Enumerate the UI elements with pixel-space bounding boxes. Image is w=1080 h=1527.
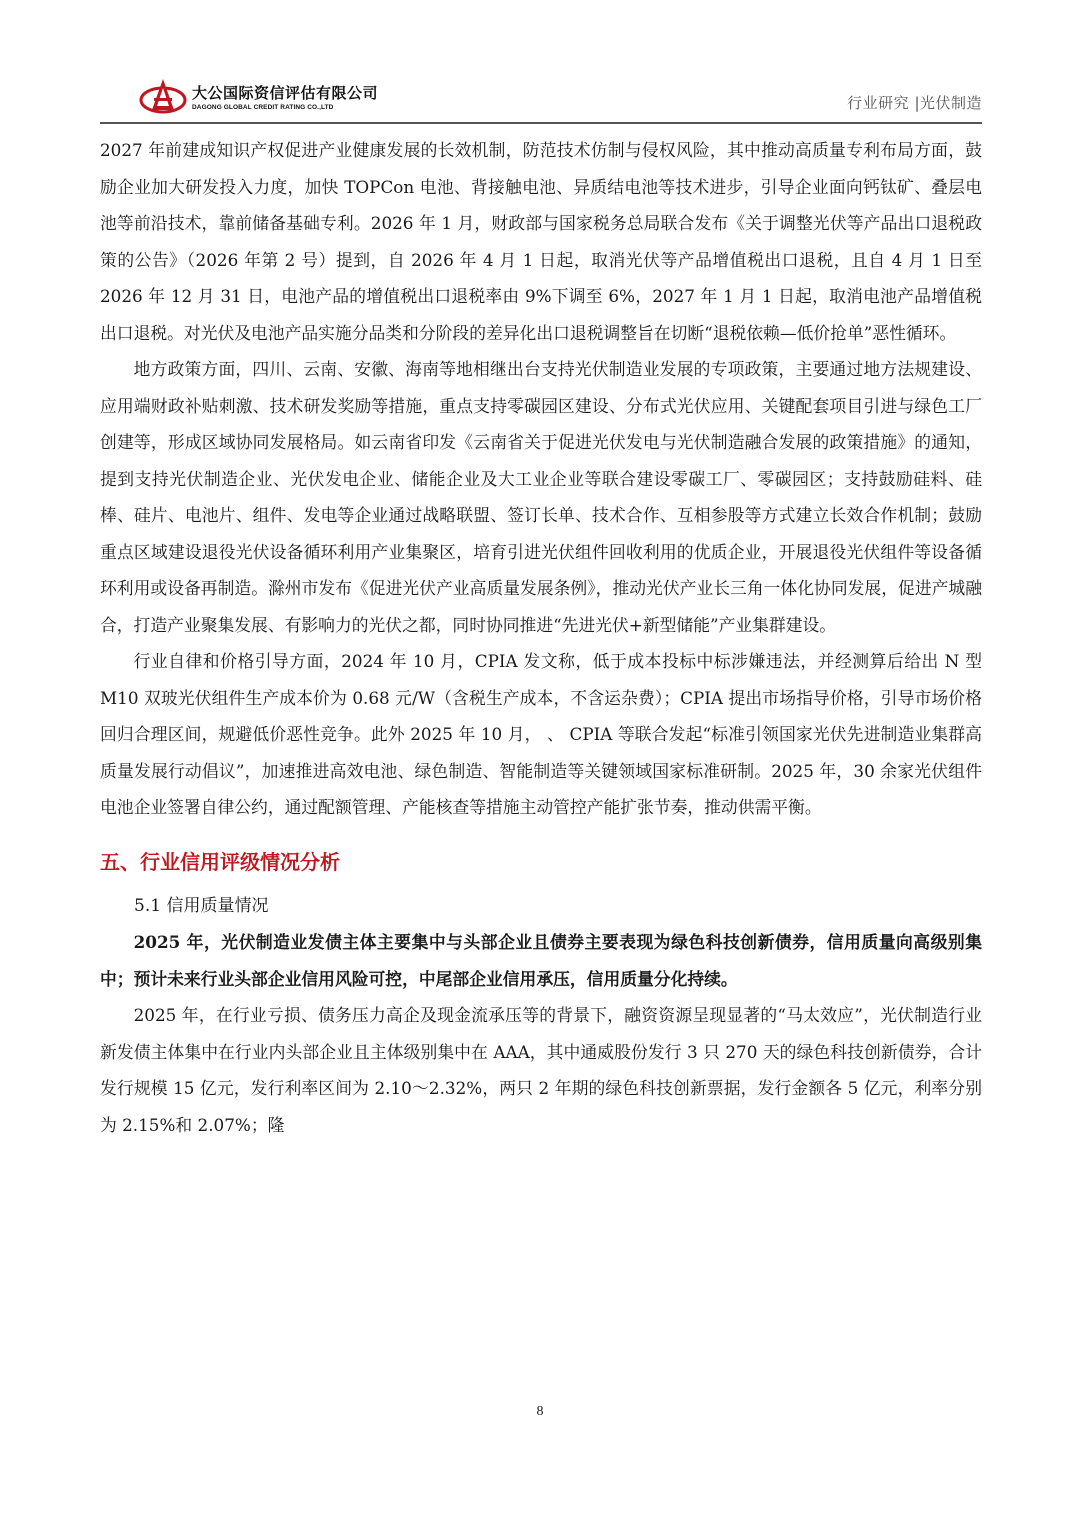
header-divider (100, 122, 982, 124)
page-number: 8 (536, 1404, 544, 1419)
dagong-logo-icon (138, 76, 188, 116)
company-logo (138, 76, 378, 116)
paragraph-local-policy: 地方政策方面，四川、云南、安徽、海南等地相继出台支持光伏制造业发展的专项政策，主要通过地方法规建设、应用端财政补贴刺激、技术研发奖励等措施，重点支持零碳园区建设、分布式光伏应用、关键配套项目引进与绿色工厂创建等，形成区域协同发展格局。如云南省印发《云南省关于促进光伏发电与光伏制造融合发展的政策措施》的通知，提到支持光伏制造企业、光伏发电企业、储能企业及大工业企业等联合建设零碳工厂、零碳园区；支持鼓励硅料、硅棒、硅片、电池片、组件、发电等企业通过战略联盟、签订长单、技术合作、互相参股等方式建立长效合作机制；鼓励重点区域建设退役光伏设备循环利用产业集聚区，培育引进光伏组件回收利用的优质企业，开展退役光伏组件等设备循环利用或设备再制造。滁州市发布《促进光伏产业高质量发展条例》，推动光伏产业长三角一体化协同发展，促进产城融合，打造产业聚集发展、有影响力的光伏之都，同时协同推进“先进光伏+新型储能”产业集群建设。 (100, 359, 982, 635)
paragraph-self-discipline: 行业自律和价格引导方面，2024 年 10 月，CPIA 发文称，低于成本投标中标涉嫌违法，并经测算后给出 N 型 M10 双玻光伏组件生产成本价为 0.68 元/W（含税生产成本，不含运杂费）；CPIA 提出市场指导价格，引导市场价格回归合理区间，规避低价恶性竞争。此外 2025 年 10 月， 、 CPIA 等联合发起“标准引领国家光伏先进制造业集群高质量发展行动倡议”，加速推进高效电池、绿色制造、智能制造等关键领域国家标准研制。2025 年，30 余家光伏组件电池企业签署自律公约，通过配额管理、产能核查等措施主动管控产能扩张节奏，推动供需平衡。 (100, 651, 982, 817)
section-title: 五、行业信用评级情况分析 (100, 849, 340, 874)
subsection-title: 5.1 信用质量情况 (134, 895, 269, 916)
paragraph-export-tax: 2027 年前建成知识产权促进产业健康发展的长效机制，防范技术仿制与侵权风险，其中推动高质量专利布局方面，鼓励企业加大研发投入力度，加快 TOPCon 电池、背接触电池、异质结电池等技术进步，引导企业面向钙钛矿、叠层电池等前沿技术，靠前储备基础专利。2026 年 1 月，财政部与国家税务总局联合发布《关于调整光伏等产品出口退税政策的公告》（2026 年第 2 号）提到，自 2026 年 4 月 1 日起，取消光伏等产品增值税出口退税，且自 4 月 1 日至 2026 年 12 月 31 日，电池产品的增值税出口退税率由 9%下调至 6%，2027 年 1 月 1 日起，取消电池产品增值税出口退税。对光伏及电池产品实施分品类和分阶段的差异化出口退税调整旨在切断“退税依赖—低价抢单”恶性循环。 (100, 140, 982, 343)
page-content (100, 132, 982, 1143)
page-header (100, 72, 982, 124)
summary-paragraph: 2025 年，光伏制造业发债主体主要集中与头部企业且债券主要表现为绿色科技创新债券，信用质量向高级别集中；预计未来行业头部企业信用风险可控，中尾部企业信用承压，信用质量分化持续。 (100, 932, 982, 989)
company-name-cn: 大公国际资信评估有限公司 (192, 83, 379, 102)
paragraph-credit-quality: 2025 年，在行业亏损、债务压力高企及现金流承压等的背景下，融资资源呈现显著的“马太效应”，光伏制造行业新发债主体集中在行业内头部企业且主体级别集中在 AAA，其中通威股份发行 3 只 270 天的绿色科技创新债券，合计发行规模 15 亿元，发行利率区间为 2.10～2.32%，两只 2 年期的绿色科技创新票据，发行金额各 5 亿元，利率分别为 2.15%和 2.07%；隆 (100, 1005, 982, 1135)
section-tag: 行业研究 |光伏制造 (847, 94, 982, 112)
company-name-en: DAGONG GLOBAL CREDIT RATING CO.,LTD (192, 103, 334, 111)
